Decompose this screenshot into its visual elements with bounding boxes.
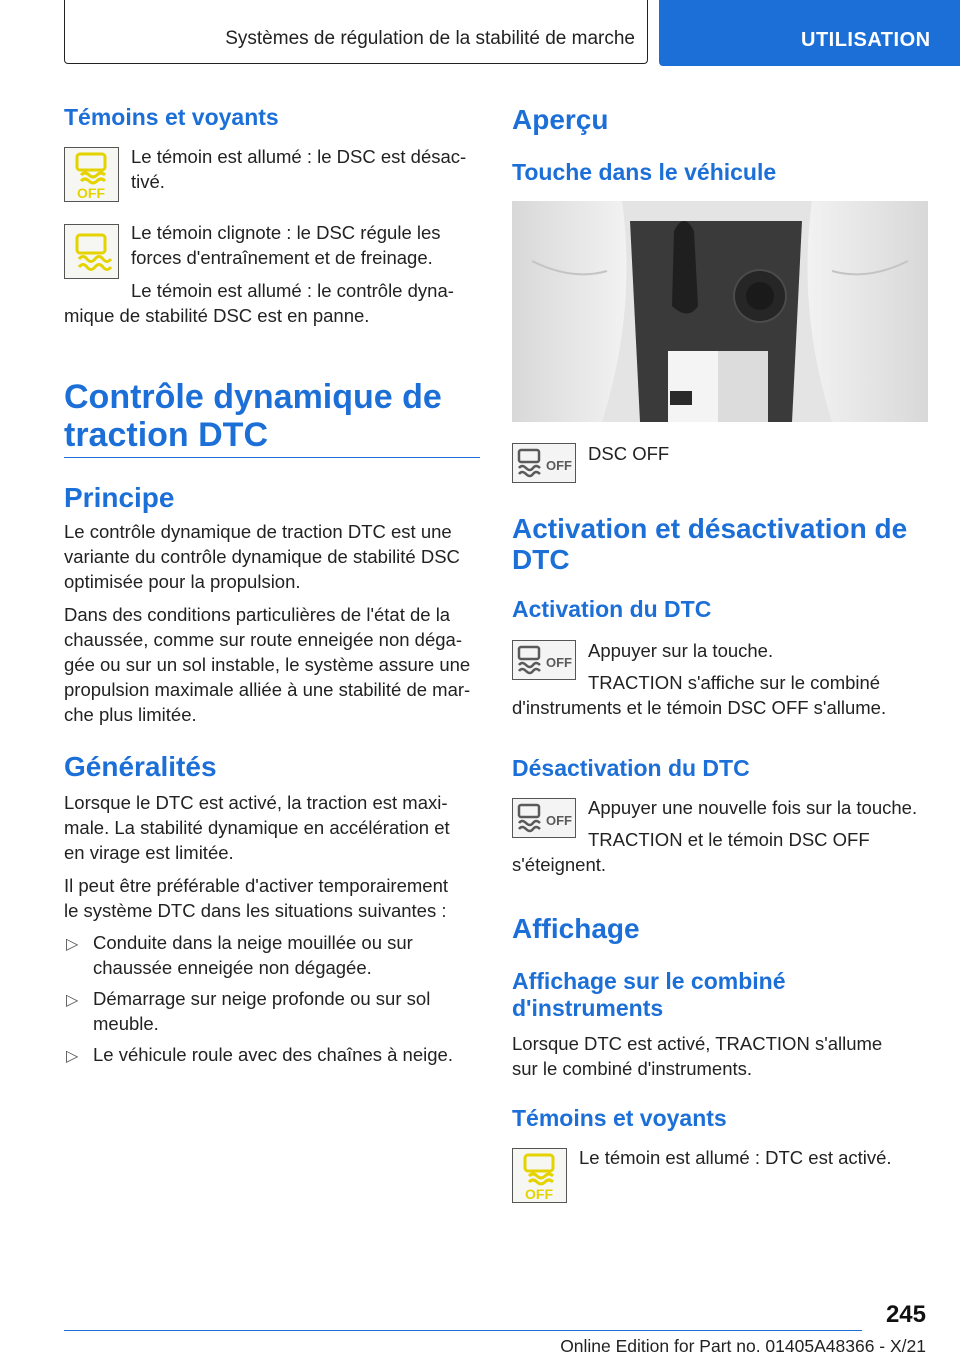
dsc-fault-text-l2: mique de stabilité DSC est en panne.	[64, 305, 370, 326]
activation-heading-l2: DTC	[512, 544, 570, 575]
bullet3-l1: Le véhicule roule avec des chaînes à neige.	[93, 1044, 453, 1065]
act-l3: d'instruments et le témoin DSC OFF s'allume.	[512, 697, 887, 718]
dsc-fault-text-l1: Le témoin est allumé : le contrôle dyna-	[131, 280, 454, 301]
principe-p2-l3: gée ou sur un sol instable, le système assure une	[64, 654, 471, 675]
bullet-marker: ▷	[66, 992, 79, 1009]
generalites-heading: Généralités	[64, 751, 217, 782]
center-console-photo	[512, 201, 928, 422]
act-l2: TRACTION s'affiche sur le combiné	[588, 672, 881, 693]
gen-p1-l2: male. La stabilité dynamique en accélération et	[64, 817, 450, 838]
bullet-marker: ▷	[66, 936, 79, 953]
icon-off-text: OFF	[525, 1186, 553, 1202]
temoins2-text: Le témoin est allumé : DTC est activé.	[579, 1147, 892, 1168]
principe-p2-l2: chaussée, comme sur route enneigée non déga-	[64, 629, 463, 650]
principe-p1-l1: Le contrôle dynamique de traction DTC est une	[64, 521, 452, 542]
dtc-title-l2: traction DTC	[64, 416, 268, 454]
deact-dtc-heading: Désactivation du DTC	[512, 755, 750, 781]
dsc-blink-text-l1: Le témoin clignote : le DSC régule les	[131, 222, 441, 243]
principe-heading: Principe	[64, 482, 175, 513]
icon-off-text: OFF	[546, 813, 572, 828]
temoins2-heading: Témoins et voyants	[512, 1105, 727, 1131]
footer-rule	[64, 1330, 862, 1331]
affichage-heading: Affichage	[512, 913, 640, 944]
act-l1: Appuyer sur la touche.	[588, 640, 774, 661]
dsc-off-yellow-warning-icon	[64, 147, 119, 202]
section-tab[interactable]	[659, 0, 960, 66]
dsc-off-label: DSC OFF	[588, 443, 670, 464]
dsc-off-button-icon	[512, 798, 576, 838]
bullet2-l1: Démarrage sur neige profonde ou sur sol	[93, 988, 431, 1009]
gen-p1-l3: en virage est limitée.	[64, 842, 234, 863]
icon-off-text: OFF	[546, 655, 572, 670]
principe-p1-l2: variante du contrôle dynamique de stabilité DSC	[64, 546, 460, 567]
deact-l1: Appuyer une nouvelle fois sur la touche.	[588, 797, 918, 818]
page-header	[0, 0, 960, 66]
dtc-title-l1: Contrôle dynamique de	[64, 378, 442, 416]
gen-p2-l2: le système DTC dans les situations suivantes :	[64, 900, 447, 921]
dtc-title-rule	[64, 457, 480, 458]
page-number: 245	[885, 1301, 926, 1328]
gen-p1-l1: Lorsque le DTC est activé, la traction est maxi-	[64, 792, 448, 813]
temoins-heading: Témoins et voyants	[64, 104, 279, 130]
deact-l2: TRACTION et le témoin DSC OFF	[588, 829, 870, 850]
dsc-blink-yellow-warning-icon	[64, 224, 119, 279]
section-label: UTILISATION	[801, 29, 931, 51]
principe-p2-l4: propulsion maximale alliée à une stabilité de mar-	[64, 679, 471, 700]
icon-off-text: OFF	[546, 458, 572, 473]
dtc-off-yellow-warning-icon	[512, 1148, 567, 1203]
aff-combine-heading-l2: d'instruments	[512, 995, 664, 1021]
principe-p2-l1: Dans des conditions particulières de l'état de la	[64, 604, 451, 625]
icon-off-text: OFF	[77, 185, 105, 201]
bullet1-l2: chaussée enneigée non dégagée.	[93, 957, 372, 978]
aff-combine-heading-l1: Affichage sur le combiné	[512, 968, 786, 994]
principe-p2-l5: che plus limitée.	[64, 704, 197, 725]
bullet1-l1: Conduite dans la neige mouillée ou sur	[93, 932, 413, 953]
aff-p-l2: sur le combiné d'instruments.	[512, 1058, 753, 1079]
apercu-heading: Aperçu	[512, 104, 609, 135]
deact-l3: s'éteignent.	[512, 854, 607, 875]
activation-heading-l1: Activation et désactivation de	[512, 513, 908, 544]
dsc-off-text-l1: Le témoin est allumé : le DSC est désac-	[131, 146, 467, 167]
principe-p1-l3: optimisée pour la propulsion.	[64, 571, 301, 592]
bullet-marker: ▷	[66, 1048, 79, 1065]
dsc-off-text-l2: tivé.	[131, 171, 165, 192]
dsc-off-button-icon	[512, 640, 576, 680]
act-dtc-heading: Activation du DTC	[512, 596, 712, 622]
dsc-blink-text-l2: forces d'entraînement et de freinage.	[131, 247, 433, 268]
aff-p-l1: Lorsque DTC est activé, TRACTION s'allume	[512, 1033, 883, 1054]
chapter-title: Systèmes de régulation de la stabilité de marche	[225, 28, 635, 49]
chapter-box	[64, 0, 648, 64]
gen-p2-l1: Il peut être préférable d'activer temporairement	[64, 875, 449, 896]
dsc-off-button-icon	[512, 443, 576, 483]
touche-heading: Touche dans le véhicule	[512, 159, 777, 185]
footer-edition: Online Edition for Part no. 01405A48366 - X/21	[560, 1336, 926, 1356]
bullet2-l2: meuble.	[93, 1013, 159, 1034]
